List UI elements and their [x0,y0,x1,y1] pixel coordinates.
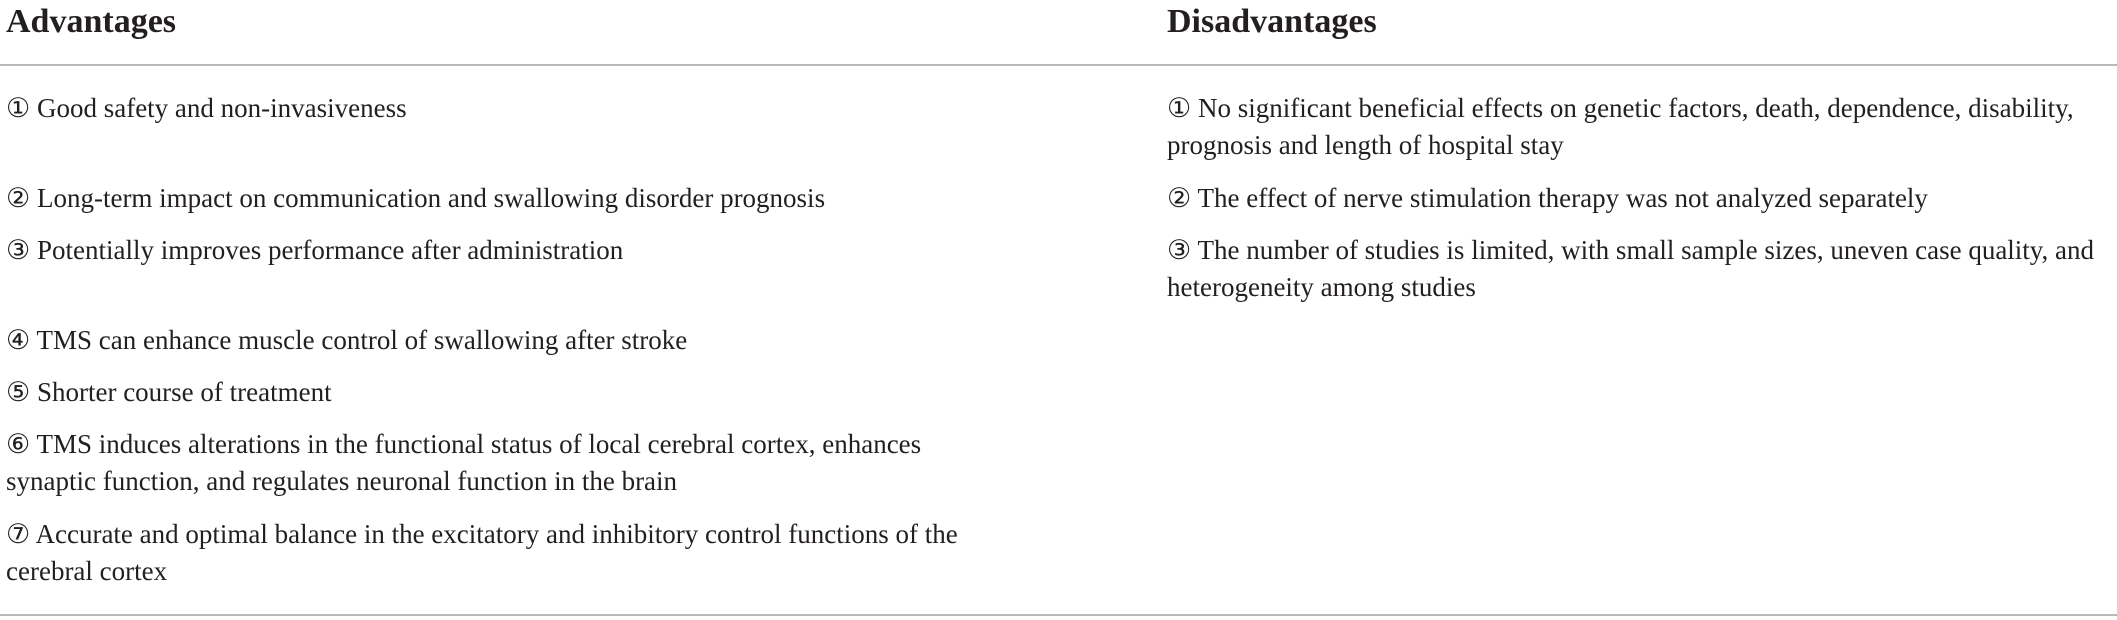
item-marker: ④ [6,325,31,355]
disadvantage-item-2 [1167,180,2107,217]
item-text: The effect of nerve stimulation therapy was not analyzed separately [1197,183,1928,213]
item-text: Accurate and optimal balance in the excitatory and inhibitory control functions of the cerebral cortex [6,519,958,586]
table-bottom-rule [0,614,2117,616]
item-text: TMS can enhance muscle control of swallowing after stroke [36,325,688,355]
item-marker: ⑤ [6,377,31,407]
item-marker: ① [6,93,31,123]
item-text: No significant beneficial effects on genetic factors, death, dependence, disability, prognosis and length of hospital stay [1167,93,2074,160]
item-text: TMS induces alterations in the functional status of local cerebral cortex, enhances synaptic function, and regulates neuronal function in the brain [6,429,922,496]
item-marker: ⑦ [6,519,31,549]
header-divider [0,64,2117,66]
item-text: Long-term impact on communication and swallowing disorder prognosis [36,183,826,213]
advantage-item-7 [6,516,1016,590]
item-marker: ③ [6,235,31,265]
advantage-item-6 [6,426,1016,500]
advantage-item-2 [6,180,1016,217]
advantage-item-3 [6,232,1016,269]
disadvantage-item-1 [1167,90,2107,164]
advantage-item-4 [6,322,1016,359]
header-disadvantages: Disadvantages [1167,3,1377,40]
item-marker: ② [6,183,31,213]
item-text: Potentially improves performance after administration [36,235,624,265]
header-advantages: Advantages [6,3,177,40]
disadvantage-item-3 [1167,232,2107,306]
advantage-item-1 [6,90,1016,127]
item-marker: ③ [1167,235,1192,265]
item-text: The number of studies is limited, with small sample sizes, uneven case quality, and heterogeneity among studies [1167,235,2095,302]
item-text: Shorter course of treatment [36,377,332,407]
item-marker: ② [1167,183,1192,213]
item-text: Good safety and non-invasiveness [36,93,407,123]
item-marker: ⑥ [6,429,31,459]
advantage-item-5 [6,374,1016,411]
item-marker: ① [1167,93,1192,123]
